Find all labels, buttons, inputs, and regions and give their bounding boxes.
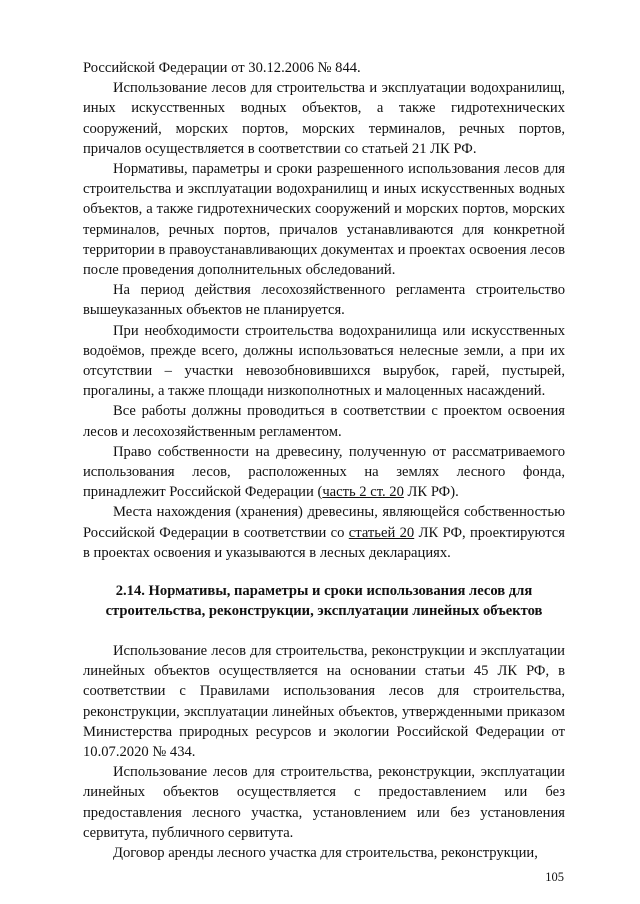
document-page <box>83 58 565 863</box>
paragraph-reservoirs-usage: Использование лесов для строительства и эксплуатации водохранилищ, иных искусственных водных объектов, а также гидротехнических сооружений, морских портов, морских терминалов, речных портов, причалов осуществляется в соответствии со статьей 21 ЛК РФ. <box>83 80 565 157</box>
paragraph-norms-parameters: Нормативы, параметры и сроки разрешенного использования лесов для строительства и эксплуатации водохранилищ и иных искусственных водных объектов, а также гидротехнических сооружений и морских портов, морских терминалов, речных портов, причалов устанавливаются для конкретной территории в правоустанавливающих документах и проектах освоения лесов после проведения дополнительных обследований. <box>83 161 565 279</box>
paragraph-continuation: Российской Федерации от 30.12.2006 № 844. <box>83 60 361 76</box>
paragraph-wood-storage-tail: ЛК РФ, проектируются в проектах освоения и указываются в лесных декларациях. <box>83 524 565 561</box>
section-heading: 2.14. Нормативы, параметры и сроки использования лесов для строительства, реконструкции, эксплуатации линейных объектов <box>105 583 543 620</box>
paragraph-planning-period: На период действия лесохозяйственного регламента строительство вышеуказанных объектов не планируется. <box>83 282 565 319</box>
paragraph-works-compliance: Все работы должны проводиться в соответствии с проектом освоения лесов и лесохозяйственным регламентом. <box>83 403 565 440</box>
paragraph-wood-ownership <box>83 442 565 503</box>
page-number: 105 <box>545 870 564 884</box>
paragraph-linear-objects: Использование лесов для строительства, реконструкции и эксплуатации линейных объектов осуществляется на основании статьи 45 ЛК РФ, в соответствии с Правилами использования лесов для строительства, реконструкции, эксплуатации линейных объектов, утвержденными приказом Министерства природных ресурсов и экологии Российской Федерации от 10.07.2020 № 434. <box>83 642 565 760</box>
law-reference-link[interactable]: часть 2 ст. 20 <box>322 484 404 501</box>
paragraph-wood-storage <box>83 502 565 563</box>
article-reference-link[interactable]: статьей 20 <box>348 524 415 541</box>
paragraph-wood-storage-text: Места нахождения (хранения) древесины, являющейся собственностью Российской Федерации в соответствии со <box>83 504 565 541</box>
paragraph-wood-ownership-text: Право собственности на древесину, полученную от рассматриваемого использования лесов, расположенных на землях лесного фонда, принадлежит Российской Федерации ( <box>83 443 565 501</box>
paragraph-necessity-construction: При необходимости строительства водохранилища или искусственных водоёмов, прежде всего, должны использоваться нелесные земли, а при их отсутствии – участки невозобновившихся вырубок, гарей, пустырей, прогалины, а также площади низкополнотных и малоценных насаждений. <box>83 322 565 400</box>
paragraph-wood-ownership-tail: ЛК РФ). <box>403 484 459 501</box>
paragraph-lease-agreement: Договор аренды лесного участка для строительства, реконструкции, <box>113 844 538 861</box>
paragraph-linear-objects-servitude: Использование лесов для строительства, реконструкции, эксплуатации линейных объектов осуществляется с предоставлением или без предоставления лесного участка, установлением или без установления сервитута, публичного сервитута. <box>83 764 565 841</box>
